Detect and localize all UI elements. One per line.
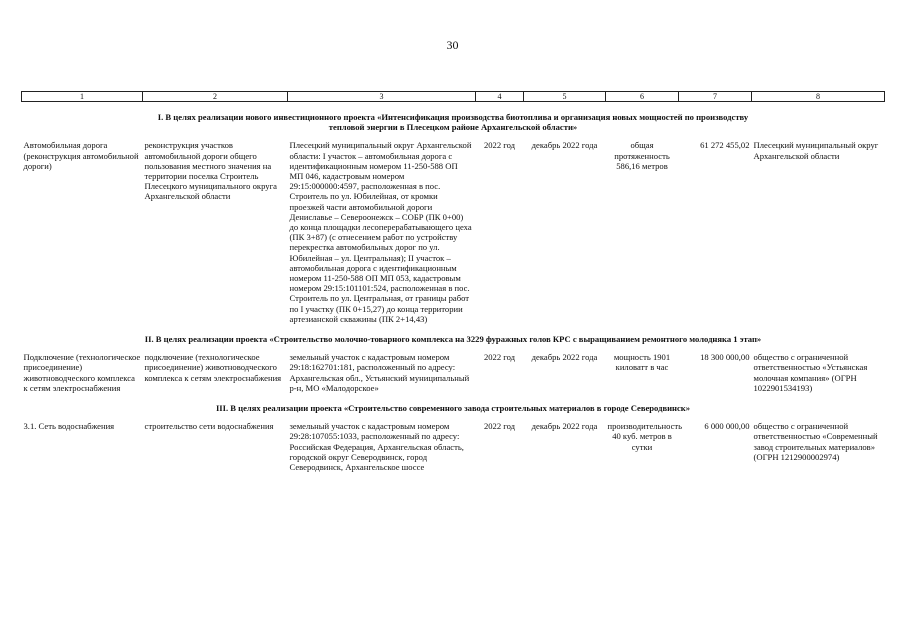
owner: общество с ограниченной ответственностью «Устьянская молочная компания» (ОГРН 1022901534193)	[753, 352, 868, 393]
section-title: III. В целях реализации проекта «Строительство современного завода строительных материалов в городе Северодвинск»	[215, 403, 691, 414]
column-number: 8	[752, 92, 885, 102]
object-name: 3.1. Сеть водоснабжения	[23, 421, 115, 432]
completion-date: декабрь 2022 года	[531, 421, 598, 432]
location: земельный участок с кадастровым номером 29:18:162701:181, расположенный по адресу: Архангельская обл., Устьянский муниципальный р-н, МО «Малодорское»	[289, 352, 470, 393]
start-year: 2022 год	[483, 352, 516, 363]
work-description: подключение (технологическое присоединение) животноводческого комплекса к сетям электроснабжения	[144, 352, 282, 383]
capacity: производительность 40 куб. метров в сутки	[607, 421, 683, 452]
owner: общество с ограниченной ответственностью «Современный завод строительных материалов» (ОГРН 1212900002974)	[753, 421, 878, 462]
cost: 61 272 455,02	[700, 140, 750, 151]
column-number: 5	[524, 92, 606, 102]
location: земельный участок с кадастровым номером 29:28:107055:1033, расположенный по адресу: Российская Федерация, Архангельская область, городской округ Северодвинск, город Северодвинск, Архангельское шоссе	[289, 421, 464, 473]
column-number: 4	[476, 92, 524, 102]
section-heading	[22, 102, 885, 141]
table-row	[22, 352, 885, 393]
capacity: мощность 1901 киловатт в час	[613, 352, 671, 373]
owner: Плесецкий муниципальный округ Архангельской области	[753, 140, 879, 161]
work-description: строительство сети водоснабжения	[144, 421, 274, 432]
completion-date: декабрь 2022 года	[531, 140, 598, 151]
column-number: 7	[679, 92, 752, 102]
column-number: 1	[22, 92, 143, 102]
cost: 6 000 000,00	[704, 421, 750, 432]
work-description: реконструкция участков автомобильной дороги общего пользования местного значения на территории поселка Строитель Плесецкого муниципального округа Архангельской области	[144, 140, 277, 202]
investment-projects-table	[21, 91, 885, 472]
start-year: 2022 год	[483, 140, 516, 151]
object-name: Автомобильная дорога (реконструкция автомобильной дороги)	[23, 140, 139, 171]
start-year: 2022 год	[483, 421, 516, 432]
column-number: 3	[288, 92, 476, 102]
section-title: II. В целях реализации проекта «Строительство молочно-товарного комплекса на 3229 фуражных голов КРС с выращиванием ремонтного молодняка 1 этап»	[144, 334, 762, 345]
completion-date: декабрь 2022 года	[531, 352, 598, 363]
object-name: Подключение (технологическое присоединение) животноводческого комплекса к сетям электроснабжения	[23, 352, 141, 393]
capacity: общая протяженность 586,16 метров	[614, 140, 670, 171]
column-number-row	[22, 92, 885, 102]
table-row	[22, 140, 885, 324]
cost: 18 300 000,00	[700, 352, 750, 363]
page-number: 30	[446, 38, 459, 52]
section-title: I. В целях реализации нового инвестиционного проекта «Интенсификация производства биотоплива и организация новых мощностей по производству тепловой энергии в Плесецком районе Архангельской области»	[157, 112, 749, 133]
table-row	[22, 421, 885, 472]
column-number: 2	[143, 92, 288, 102]
column-number: 6	[606, 92, 679, 102]
location: Плесецкий муниципальный округ Архангельской области: I участок – автомобильная дорога с идентификационным номером 11-250-588 ОП МП 046, кадастровым номером 29:15:000000:4597, расположенная в пос. Строитель по ул. Юбилейная, от кромки проезжей части автомобильной дороги Дениславье – Североонежск – СОБР (ПК 0+00) до конца площадки лесоперерабатывающего цеха (ПК 3+87) (с отнесением работ по устройству перекрестка автомобильных дорог по ул. Юбилейная – ул. Центральная); II участок – автомобильная дорога с идентификационным номером 11-250-588 ОП МП 053, кадастровым номером 29:15:101101:524, расположенная в пос. Строитель по ул. Центральная, от границы работ по I участку (ПК 0+15,27) до конца территории артезианской скважины (ПК 2+14,43)	[289, 140, 472, 324]
section-heading	[22, 324, 885, 352]
section-heading	[22, 393, 885, 421]
